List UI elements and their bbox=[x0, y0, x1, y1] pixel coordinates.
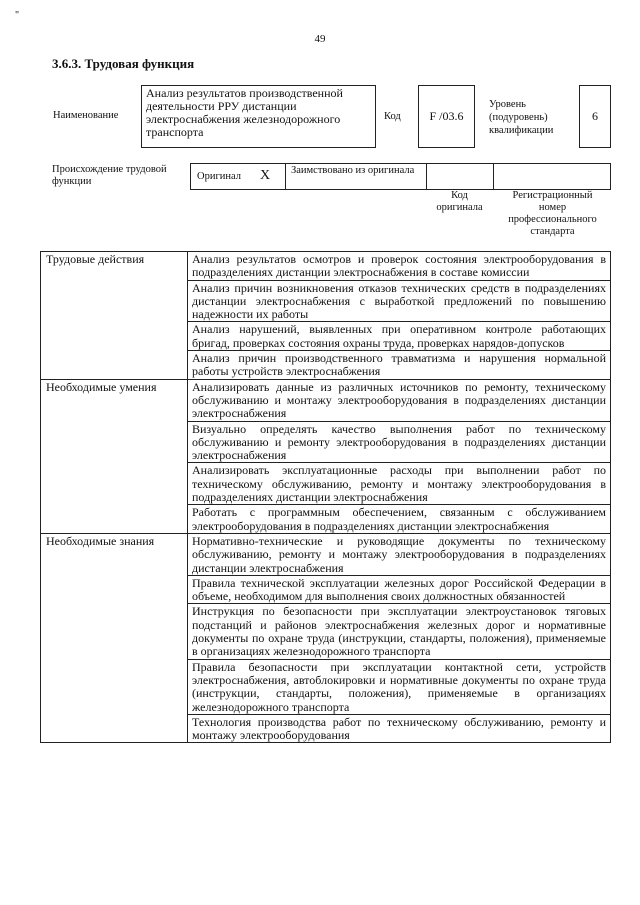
table-row bbox=[41, 379, 611, 421]
origin-row bbox=[190, 163, 611, 190]
table-cell: Визуально определять качество выполнения работ по техническому обслуживанию и ремонту электрооборудования в подразделениях дистанции электроснабжения bbox=[188, 421, 611, 463]
section-heading: 3.6.3. Трудовая функция bbox=[52, 56, 195, 71]
table-cell: Правила безопасности при эксплуатации контактной сети, устройств электроснабжения, автоблокировки и нормативные документы по охране труда (инструкции, стандарты, положения), применяемые в организациях железнодорожного транспорта bbox=[188, 659, 611, 714]
code-original-caption: Код оригинала bbox=[436, 190, 483, 213]
original-mark: X bbox=[260, 168, 271, 183]
borrowed-label: Заимствовано из оригинала bbox=[291, 165, 415, 176]
function-name-value: Анализ результатов производственной деятельности РРУ дистанции электроснабжения железнодорожного транспорта bbox=[146, 86, 343, 139]
code-box bbox=[418, 85, 475, 148]
table-cell: Нормативно-технические и руководящие документы по техническому обслуживанию, ремонту и монтажу электрооборудования в подразделениях дистанции электроснабжения bbox=[188, 533, 611, 575]
table-cell: Анализировать эксплуатационные расходы при выполнении работ по техническому обслуживанию, ремонту и монтажу электрооборудования в подразделениях дистанции электроснабжения bbox=[188, 463, 611, 505]
level-value: 6 bbox=[592, 109, 598, 123]
table-cell: Анализировать данные из различных источников по ремонту, техническому обслуживанию и монтажу электрооборудования в подразделениях дистанции электроснабжения bbox=[188, 379, 611, 421]
table-cell: Технология производства работ по техническому обслуживанию, ремонту и монтажу электрооборудования bbox=[188, 714, 611, 743]
section-title: Необходимые умения bbox=[41, 379, 188, 533]
table-row bbox=[41, 533, 611, 575]
level-box bbox=[579, 85, 611, 148]
divider bbox=[285, 164, 286, 189]
table-cell: Анализ результатов осмотров и проверок состояния электрооборудования в подразделениях дистанции электроснабжения в составе комиссии bbox=[188, 252, 611, 281]
table-cell: Правила технической эксплуатации железных дорог Российской Федерации в объеме, необходимом для выполнения своих должностных обязанностей bbox=[188, 575, 611, 604]
corner-mark: " bbox=[15, 10, 20, 21]
divider bbox=[426, 164, 427, 189]
table-cell: Инструкция по безопасности при эксплуатации электроустановок тяговых подстанций и районов электроснабжения железных дорог и нормативные документы по охране труда (инструкции, стандарты, положения), применяемые в организациях железнодорожного транспорта bbox=[188, 604, 611, 659]
code-value: F /03.6 bbox=[429, 109, 464, 123]
page-number: 49 bbox=[314, 33, 326, 45]
section-title: Трудовые действия bbox=[41, 252, 188, 380]
section-title: Необходимые знания bbox=[41, 533, 188, 742]
origin-label: Происхождение трудовой функции bbox=[52, 164, 167, 187]
original-label: Оригинал bbox=[197, 171, 241, 182]
table-cell: Анализ причин производственного травматизма и нарушения нормальной работы устройств электроснабжения bbox=[188, 351, 611, 380]
table-cell: Анализ нарушений, выявленных при оперативном контроле работающих бригад, проверках состояния охраны труда, проверках нарядов-допусков bbox=[188, 322, 611, 351]
name-label: Наименование bbox=[53, 110, 119, 121]
code-label: Код bbox=[384, 111, 401, 122]
level-label: Уровень (подуровень) квалификации bbox=[489, 99, 554, 136]
table-cell: Анализ причин возникновения отказов технических средств в подразделениях дистанции электроснабжения с выработкой предложений по повышению надежности их работы bbox=[188, 280, 611, 322]
divider bbox=[493, 164, 494, 189]
table-row bbox=[41, 252, 611, 281]
reg-number-caption: Регистрационный номер профессионального стандарта bbox=[508, 190, 597, 237]
function-details-table bbox=[40, 251, 611, 743]
table-cell: Работать с программным обеспечением, связанным с обслуживанием электрооборудования в подразделениях дистанции электроснабжения bbox=[188, 505, 611, 534]
function-name-box bbox=[141, 85, 376, 148]
